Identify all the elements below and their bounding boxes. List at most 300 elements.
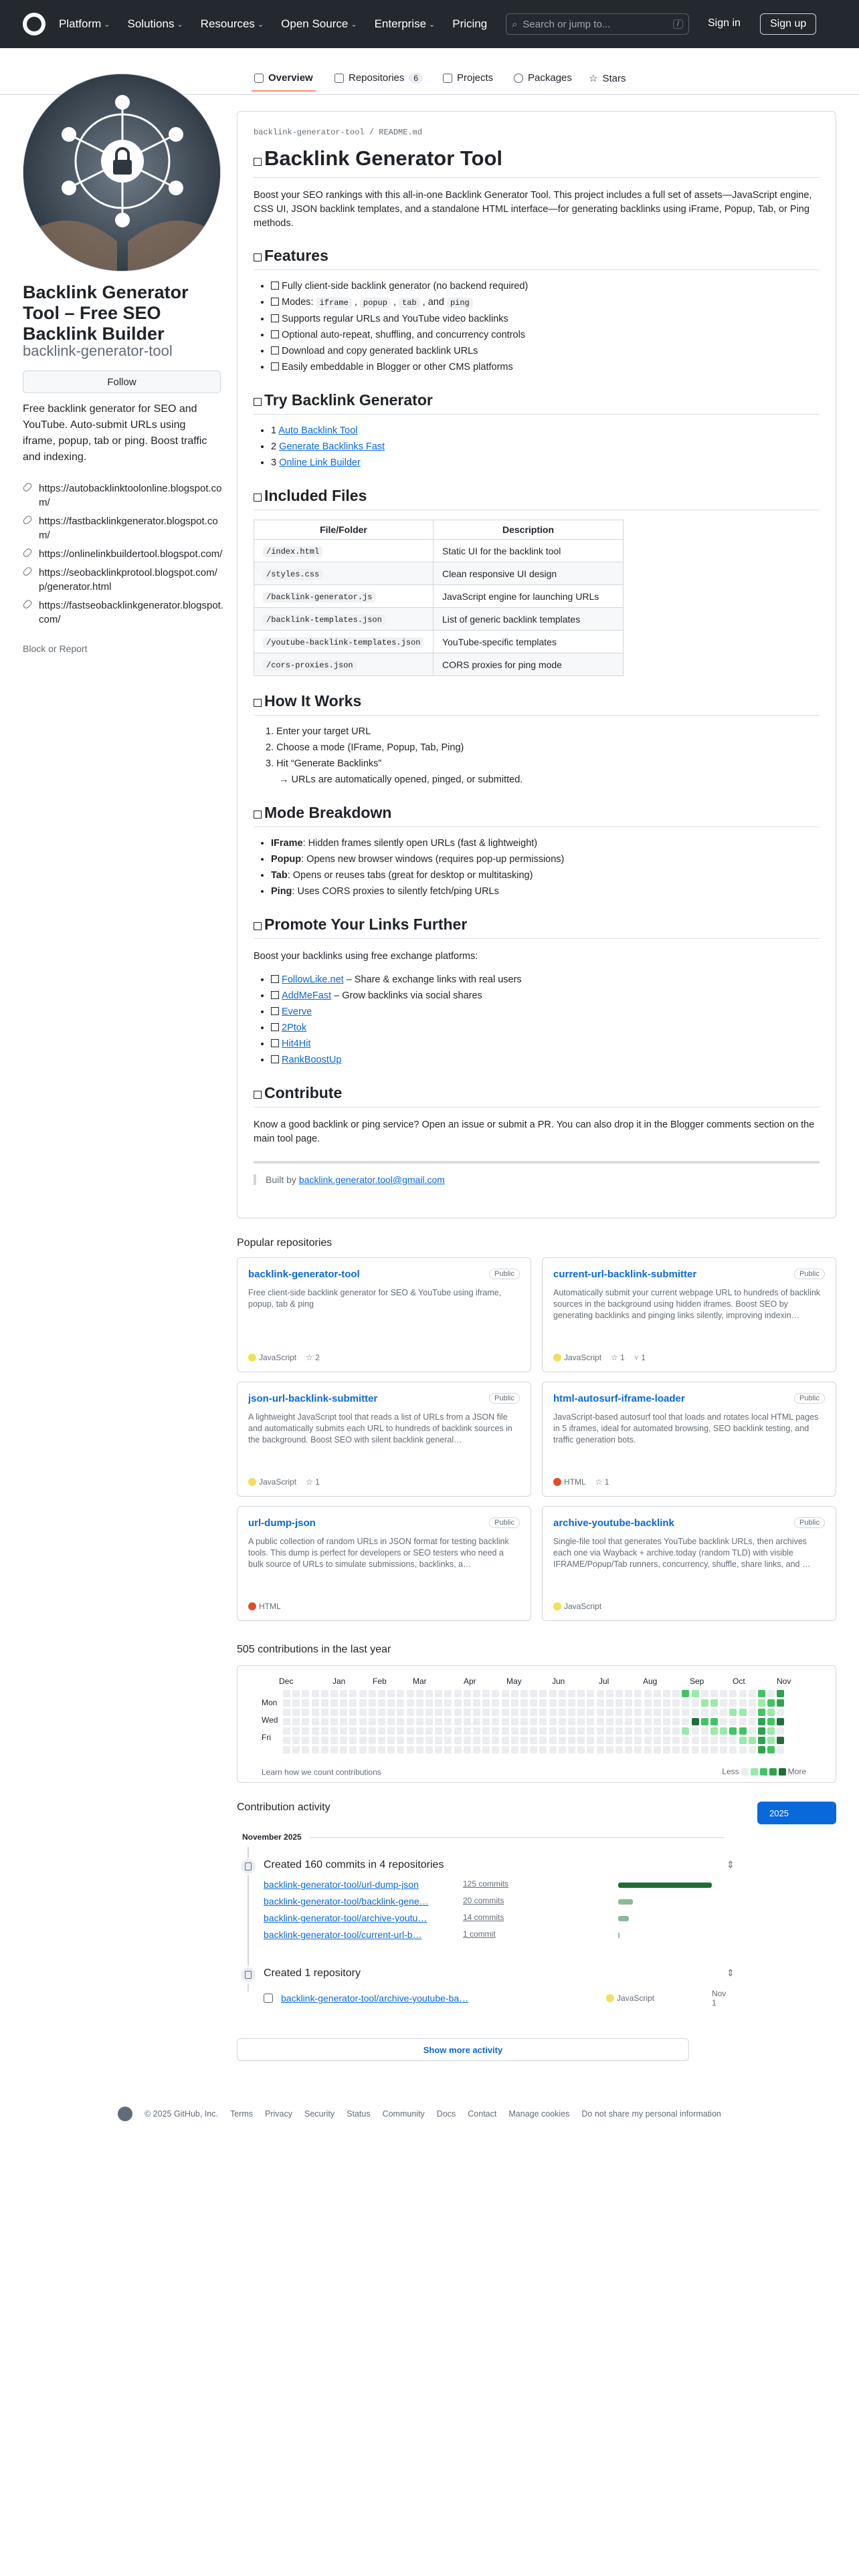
nav-item[interactable]	[375, 17, 436, 31]
contribution-cell[interactable]	[654, 1709, 661, 1716]
contribution-cell[interactable]	[672, 1699, 680, 1707]
contribution-cell[interactable]	[615, 1727, 623, 1735]
contribution-cell[interactable]	[482, 1718, 490, 1725]
contribution-cell[interactable]	[549, 1718, 557, 1725]
contribution-cell[interactable]	[435, 1746, 442, 1753]
nav-item[interactable]	[281, 17, 357, 31]
contribution-cell[interactable]	[682, 1699, 689, 1707]
learn-contributions-link[interactable]: Learn how we count contributions	[262, 1767, 381, 1777]
footer-link[interactable]: Status	[347, 2109, 371, 2119]
contribution-cell[interactable]	[539, 1718, 547, 1725]
contribution-cell[interactable]	[758, 1746, 765, 1753]
contribution-cell[interactable]	[502, 1737, 509, 1744]
contribution-cell[interactable]	[549, 1690, 557, 1697]
contribution-cell[interactable]	[378, 1690, 385, 1697]
contribution-cell[interactable]	[520, 1746, 528, 1753]
try-link[interactable]: Generate Backlinks Fast	[279, 441, 385, 452]
contribution-cell[interactable]	[710, 1699, 718, 1707]
contribution-cell[interactable]	[729, 1727, 737, 1735]
contribution-cell[interactable]	[654, 1737, 661, 1744]
contribution-cell[interactable]	[767, 1718, 775, 1725]
contribution-cell[interactable]	[283, 1727, 290, 1735]
contribution-cell[interactable]	[701, 1727, 708, 1735]
contribution-cell[interactable]	[378, 1737, 385, 1744]
contribution-cell[interactable]	[692, 1737, 699, 1744]
contribution-cell[interactable]	[692, 1746, 699, 1753]
contribution-cell[interactable]	[606, 1709, 613, 1716]
contribution-cell[interactable]	[511, 1746, 518, 1753]
contribution-cell[interactable]	[625, 1746, 632, 1753]
contribution-cell[interactable]	[539, 1709, 547, 1716]
contribution-cell[interactable]	[729, 1709, 737, 1716]
contribution-cell[interactable]	[530, 1690, 537, 1697]
contribution-cell[interactable]	[758, 1690, 765, 1697]
contribution-cell[interactable]	[672, 1746, 680, 1753]
contribution-cell[interactable]	[464, 1718, 471, 1725]
contribution-cell[interactable]	[625, 1699, 632, 1707]
contribution-cell[interactable]	[520, 1737, 528, 1744]
contribution-cell[interactable]	[577, 1709, 585, 1716]
contribution-cell[interactable]	[654, 1690, 661, 1697]
contribution-cell[interactable]	[378, 1718, 385, 1725]
contribution-cell[interactable]	[349, 1746, 357, 1753]
contribution-cell[interactable]	[720, 1718, 727, 1725]
contribution-cell[interactable]	[321, 1727, 328, 1735]
contribution-cell[interactable]	[349, 1690, 357, 1697]
contribution-cell[interactable]	[511, 1727, 518, 1735]
contribution-cell[interactable]	[587, 1699, 594, 1707]
contribution-cell[interactable]	[615, 1709, 623, 1716]
footer-link[interactable]: Docs	[436, 2109, 456, 2119]
contribution-cell[interactable]	[568, 1746, 575, 1753]
contribution-cell[interactable]	[349, 1699, 357, 1707]
sign-in-link[interactable]: Sign in	[708, 17, 741, 29]
nav-item[interactable]	[201, 17, 264, 31]
contribution-cell[interactable]	[625, 1690, 632, 1697]
contribution-cell[interactable]	[615, 1718, 623, 1725]
contribution-cell[interactable]	[359, 1737, 367, 1744]
contribution-cell[interactable]	[464, 1746, 471, 1753]
contribution-cell[interactable]	[539, 1690, 547, 1697]
contribution-cell[interactable]	[767, 1690, 775, 1697]
contribution-cell[interactable]	[520, 1699, 528, 1707]
contribution-cell[interactable]	[530, 1727, 537, 1735]
contribution-cell[interactable]	[682, 1727, 689, 1735]
contribution-cell[interactable]	[349, 1718, 357, 1725]
contribution-cell[interactable]	[559, 1690, 566, 1697]
year-2025-button[interactable]: 2025	[757, 1802, 836, 1824]
contribution-cell[interactable]	[720, 1737, 727, 1744]
contribution-cell[interactable]	[340, 1690, 347, 1697]
contribution-cell[interactable]	[444, 1709, 452, 1716]
tab-overview[interactable]	[254, 72, 313, 84]
nav-item[interactable]	[128, 17, 183, 31]
contribution-cell[interactable]	[444, 1699, 452, 1707]
contribution-cell[interactable]	[663, 1746, 670, 1753]
contribution-cell[interactable]	[692, 1699, 699, 1707]
contribution-cell[interactable]	[606, 1690, 613, 1697]
contribution-cell[interactable]	[302, 1718, 309, 1725]
contribution-cell[interactable]	[549, 1699, 557, 1707]
contribution-cell[interactable]	[416, 1727, 423, 1735]
contribution-cell[interactable]	[369, 1690, 376, 1697]
contribution-cell[interactable]	[634, 1718, 642, 1725]
contribution-cell[interactable]	[340, 1699, 347, 1707]
contribution-cell[interactable]	[720, 1727, 727, 1735]
try-link[interactable]: Auto Backlink Tool	[278, 425, 358, 436]
contribution-cell[interactable]	[435, 1690, 442, 1697]
contribution-cell[interactable]	[606, 1737, 613, 1744]
contribution-cell[interactable]	[625, 1709, 632, 1716]
contribution-cell[interactable]	[482, 1737, 490, 1744]
contribution-cell[interactable]	[692, 1718, 699, 1725]
contribution-cell[interactable]	[454, 1746, 462, 1753]
contribution-cell[interactable]	[444, 1718, 452, 1725]
contribution-cell[interactable]	[292, 1699, 300, 1707]
contribution-cell[interactable]	[701, 1699, 708, 1707]
contribution-cell[interactable]	[387, 1727, 395, 1735]
contribution-cell[interactable]	[701, 1709, 708, 1716]
contribution-cell[interactable]	[634, 1737, 642, 1744]
contribution-cell[interactable]	[312, 1690, 319, 1697]
contribution-cell[interactable]	[672, 1690, 680, 1697]
contribution-cell[interactable]	[587, 1737, 594, 1744]
contribution-cell[interactable]	[473, 1746, 480, 1753]
contribution-cell[interactable]	[577, 1746, 585, 1753]
contribution-cell[interactable]	[416, 1709, 423, 1716]
contribution-cell[interactable]	[397, 1718, 404, 1725]
contribution-cell[interactable]	[425, 1690, 433, 1697]
contribution-cell[interactable]	[672, 1709, 680, 1716]
contribution-cell[interactable]	[520, 1709, 528, 1716]
commit-count-link[interactable]: 1 commit	[463, 1929, 496, 1939]
contribution-cell[interactable]	[568, 1718, 575, 1725]
contribution-cell[interactable]	[654, 1718, 661, 1725]
contribution-cell[interactable]	[758, 1718, 765, 1725]
contribution-cell[interactable]	[654, 1746, 661, 1753]
contribution-cell[interactable]	[587, 1727, 594, 1735]
footer-link[interactable]: Manage cookies	[508, 2109, 570, 2119]
contribution-cell[interactable]	[473, 1737, 480, 1744]
contribution-cell[interactable]	[387, 1737, 395, 1744]
contribution-cell[interactable]	[387, 1718, 395, 1725]
contribution-cell[interactable]	[378, 1727, 385, 1735]
contribution-cell[interactable]	[464, 1727, 471, 1735]
contribution-cell[interactable]	[359, 1690, 367, 1697]
contribution-cell[interactable]	[701, 1737, 708, 1744]
contribution-cell[interactable]	[444, 1737, 452, 1744]
contribution-cell[interactable]	[454, 1737, 462, 1744]
contribution-cell[interactable]	[644, 1690, 652, 1697]
contribution-cell[interactable]	[425, 1746, 433, 1753]
contribution-cell[interactable]	[539, 1727, 547, 1735]
contribution-cell[interactable]	[625, 1718, 632, 1725]
contribution-cell[interactable]	[473, 1727, 480, 1735]
contribution-cell[interactable]	[749, 1746, 756, 1753]
contribution-cell[interactable]	[625, 1737, 632, 1744]
contribution-cell[interactable]	[340, 1737, 347, 1744]
commit-repo-link[interactable]: backlink-generator-tool/archive-youtu…	[264, 1913, 427, 1923]
contribution-cell[interactable]	[435, 1699, 442, 1707]
contribution-cell[interactable]	[369, 1746, 376, 1753]
contribution-cell[interactable]	[283, 1718, 290, 1725]
contribution-cell[interactable]	[739, 1699, 747, 1707]
commit-count-link[interactable]: 20 commits	[463, 1896, 504, 1905]
contribution-cell[interactable]	[378, 1699, 385, 1707]
promo-link[interactable]: AddMeFast	[282, 990, 332, 1001]
contribution-cell[interactable]	[692, 1727, 699, 1735]
contribution-cell[interactable]	[606, 1718, 613, 1725]
contribution-cell[interactable]	[292, 1690, 300, 1697]
contribution-cell[interactable]	[777, 1737, 784, 1744]
contribution-cell[interactable]	[321, 1746, 328, 1753]
contribution-cell[interactable]	[416, 1718, 423, 1725]
contribution-cell[interactable]	[292, 1709, 300, 1716]
contribution-cell[interactable]	[359, 1746, 367, 1753]
promo-link[interactable]: Everve	[282, 1006, 312, 1017]
contribution-cell[interactable]	[644, 1718, 652, 1725]
contribution-cell[interactable]	[302, 1737, 309, 1744]
profile-link[interactable]	[23, 599, 223, 627]
contribution-cell[interactable]	[425, 1737, 433, 1744]
contribution-cell[interactable]	[568, 1737, 575, 1744]
contribution-cell[interactable]	[444, 1746, 452, 1753]
contribution-cell[interactable]	[330, 1737, 338, 1744]
contribution-cell[interactable]	[397, 1727, 404, 1735]
contribution-cell[interactable]	[473, 1699, 480, 1707]
contribution-cell[interactable]	[682, 1690, 689, 1697]
repo-name-link[interactable]: json-url-backlink-submitter	[248, 1393, 378, 1404]
contribution-cell[interactable]	[425, 1699, 433, 1707]
contribution-cell[interactable]	[369, 1718, 376, 1725]
contribution-cell[interactable]	[312, 1709, 319, 1716]
contribution-cell[interactable]	[615, 1699, 623, 1707]
contribution-cell[interactable]	[758, 1699, 765, 1707]
contribution-cell[interactable]	[672, 1727, 680, 1735]
repo-name-link[interactable]: backlink-generator-tool	[248, 1269, 360, 1280]
github-logo-icon[interactable]	[23, 13, 45, 35]
contribution-cell[interactable]	[568, 1690, 575, 1697]
contribution-cell[interactable]	[710, 1709, 718, 1716]
contribution-cell[interactable]	[425, 1727, 433, 1735]
contribution-cell[interactable]	[482, 1727, 490, 1735]
contribution-cell[interactable]	[767, 1737, 775, 1744]
contribution-cell[interactable]	[587, 1746, 594, 1753]
contribution-cell[interactable]	[340, 1746, 347, 1753]
collapse-toggle-icon[interactable]: ⇕	[727, 1967, 735, 1978]
contribution-cell[interactable]	[520, 1727, 528, 1735]
contribution-cell[interactable]	[597, 1727, 604, 1735]
contribution-cell[interactable]	[701, 1718, 708, 1725]
contribution-cell[interactable]	[606, 1699, 613, 1707]
contribution-cell[interactable]	[767, 1709, 775, 1716]
contribution-cell[interactable]	[416, 1690, 423, 1697]
contribution-cell[interactable]	[663, 1709, 670, 1716]
contribution-cell[interactable]	[597, 1709, 604, 1716]
contribution-cell[interactable]	[644, 1746, 652, 1753]
contribution-cell[interactable]	[597, 1746, 604, 1753]
nav-item[interactable]	[452, 17, 487, 31]
contribution-cell[interactable]	[577, 1727, 585, 1735]
contribution-cell[interactable]	[416, 1699, 423, 1707]
contribution-cell[interactable]	[302, 1699, 309, 1707]
contribution-cell[interactable]	[511, 1699, 518, 1707]
contribution-cell[interactable]	[511, 1690, 518, 1697]
contribution-cell[interactable]	[739, 1737, 747, 1744]
contribution-cell[interactable]	[597, 1737, 604, 1744]
contribution-cell[interactable]	[502, 1699, 509, 1707]
contribution-cell[interactable]	[663, 1718, 670, 1725]
contribution-cell[interactable]	[710, 1746, 718, 1753]
contribution-cell[interactable]	[397, 1690, 404, 1697]
contribution-cell[interactable]	[321, 1737, 328, 1744]
contribution-cell[interactable]	[749, 1699, 756, 1707]
contribution-cell[interactable]	[302, 1690, 309, 1697]
repo-forks-link[interactable]	[634, 1353, 646, 1362]
repo-stars-link[interactable]	[306, 1477, 320, 1487]
contribution-cell[interactable]	[568, 1709, 575, 1716]
contribution-cell[interactable]	[530, 1699, 537, 1707]
contribution-cell[interactable]	[454, 1709, 462, 1716]
tab-projects[interactable]	[443, 72, 493, 84]
contribution-cell[interactable]	[597, 1690, 604, 1697]
contribution-cell[interactable]	[777, 1690, 784, 1697]
contribution-cell[interactable]	[482, 1746, 490, 1753]
contribution-cell[interactable]	[349, 1737, 357, 1744]
contribution-cell[interactable]	[369, 1737, 376, 1744]
contribution-cell[interactable]	[397, 1709, 404, 1716]
contribution-cell[interactable]	[559, 1699, 566, 1707]
contribution-cell[interactable]	[739, 1746, 747, 1753]
try-link[interactable]: Online Link Builder	[279, 457, 361, 468]
contribution-cell[interactable]	[502, 1709, 509, 1716]
contribution-cell[interactable]	[464, 1699, 471, 1707]
contribution-cell[interactable]	[407, 1690, 414, 1697]
contribution-cell[interactable]	[330, 1718, 338, 1725]
contribution-cell[interactable]	[330, 1690, 338, 1697]
contribution-cell[interactable]	[473, 1690, 480, 1697]
contribution-cell[interactable]	[577, 1718, 585, 1725]
repo-name-link[interactable]: current-url-backlink-submitter	[553, 1269, 697, 1280]
contribution-cell[interactable]	[292, 1718, 300, 1725]
contribution-cell[interactable]	[492, 1709, 499, 1716]
contribution-cell[interactable]	[502, 1718, 509, 1725]
contribution-cell[interactable]	[312, 1727, 319, 1735]
contribution-cell[interactable]	[349, 1727, 357, 1735]
contribution-cell[interactable]	[739, 1727, 747, 1735]
commit-count-link[interactable]: 14 commits	[463, 1913, 504, 1922]
contribution-cell[interactable]	[729, 1737, 737, 1744]
contribution-cell[interactable]	[359, 1727, 367, 1735]
contribution-cell[interactable]	[739, 1718, 747, 1725]
contribution-cell[interactable]	[407, 1699, 414, 1707]
contribution-cell[interactable]	[710, 1718, 718, 1725]
contribution-cell[interactable]	[312, 1699, 319, 1707]
contribution-cell[interactable]	[644, 1727, 652, 1735]
contribution-cell[interactable]	[492, 1746, 499, 1753]
contribution-cell[interactable]	[530, 1737, 537, 1744]
contribution-cell[interactable]	[330, 1699, 338, 1707]
contribution-cell[interactable]	[321, 1699, 328, 1707]
footer-link[interactable]: Community	[382, 2109, 425, 2119]
collapse-toggle-icon[interactable]: ⇕	[727, 1859, 735, 1870]
contribution-cell[interactable]	[302, 1746, 309, 1753]
contribution-cell[interactable]	[559, 1746, 566, 1753]
contribution-cell[interactable]	[749, 1690, 756, 1697]
promo-link[interactable]: FollowLike.net	[282, 974, 344, 985]
contribution-cell[interactable]	[644, 1699, 652, 1707]
footer-link[interactable]: Privacy	[265, 2109, 292, 2119]
contribution-cell[interactable]	[663, 1727, 670, 1735]
contribution-cell[interactable]	[606, 1727, 613, 1735]
contribution-cell[interactable]	[568, 1727, 575, 1735]
show-more-activity-button[interactable]: Show more activity	[237, 2038, 689, 2061]
contribution-cell[interactable]	[359, 1709, 367, 1716]
contribution-cell[interactable]	[663, 1690, 670, 1697]
contribution-cell[interactable]	[654, 1727, 661, 1735]
contribution-cell[interactable]	[425, 1709, 433, 1716]
sign-up-button[interactable]: Sign up	[760, 13, 816, 35]
contribution-cell[interactable]	[615, 1746, 623, 1753]
contribution-cell[interactable]	[464, 1690, 471, 1697]
contribution-cell[interactable]	[482, 1709, 490, 1716]
contribution-cell[interactable]	[511, 1709, 518, 1716]
contribution-cell[interactable]	[454, 1727, 462, 1735]
contribution-cell[interactable]	[407, 1727, 414, 1735]
contribution-cell[interactable]	[407, 1737, 414, 1744]
contribution-cell[interactable]	[615, 1690, 623, 1697]
contribution-cell[interactable]	[739, 1690, 747, 1697]
contribution-cell[interactable]	[530, 1709, 537, 1716]
contribution-cell[interactable]	[292, 1737, 300, 1744]
tab-stars[interactable]	[589, 72, 626, 84]
contribution-cell[interactable]	[407, 1709, 414, 1716]
contribution-cell[interactable]	[283, 1699, 290, 1707]
profile-link[interactable]	[23, 547, 223, 561]
contribution-cell[interactable]	[634, 1690, 642, 1697]
contribution-cell[interactable]	[692, 1690, 699, 1697]
contribution-cell[interactable]	[729, 1690, 737, 1697]
commit-repo-link[interactable]: backlink-generator-tool/current-url-b…	[264, 1929, 422, 1940]
commit-repo-link[interactable]: backlink-generator-tool/url-dump-json	[264, 1879, 419, 1890]
contribution-cell[interactable]	[454, 1690, 462, 1697]
repo-stars-link[interactable]	[611, 1353, 625, 1362]
contribution-cell[interactable]	[634, 1709, 642, 1716]
contribution-cell[interactable]	[749, 1709, 756, 1716]
block-or-report-link[interactable]: Block or Report	[23, 643, 88, 654]
contribution-cell[interactable]	[435, 1709, 442, 1716]
contribution-cell[interactable]	[397, 1737, 404, 1744]
contribution-cell[interactable]	[340, 1718, 347, 1725]
contribution-cell[interactable]	[435, 1718, 442, 1725]
contribution-cell[interactable]	[625, 1727, 632, 1735]
contribution-cell[interactable]	[758, 1727, 765, 1735]
contribution-cell[interactable]	[577, 1737, 585, 1744]
profile-link[interactable]	[23, 566, 223, 594]
contribution-cell[interactable]	[378, 1709, 385, 1716]
contribution-cell[interactable]	[701, 1690, 708, 1697]
contribution-cell[interactable]	[720, 1699, 727, 1707]
nav-item[interactable]	[59, 17, 110, 31]
promo-link[interactable]: 2Ptok	[282, 1023, 307, 1033]
profile-link[interactable]	[23, 481, 223, 510]
contribution-cell[interactable]	[349, 1709, 357, 1716]
contribution-cell[interactable]	[387, 1690, 395, 1697]
contribution-cell[interactable]	[387, 1709, 395, 1716]
contribution-cell[interactable]	[502, 1690, 509, 1697]
repo-name-link[interactable]: html-autosurf-iframe-loader	[553, 1393, 685, 1404]
contribution-cell[interactable]	[292, 1727, 300, 1735]
